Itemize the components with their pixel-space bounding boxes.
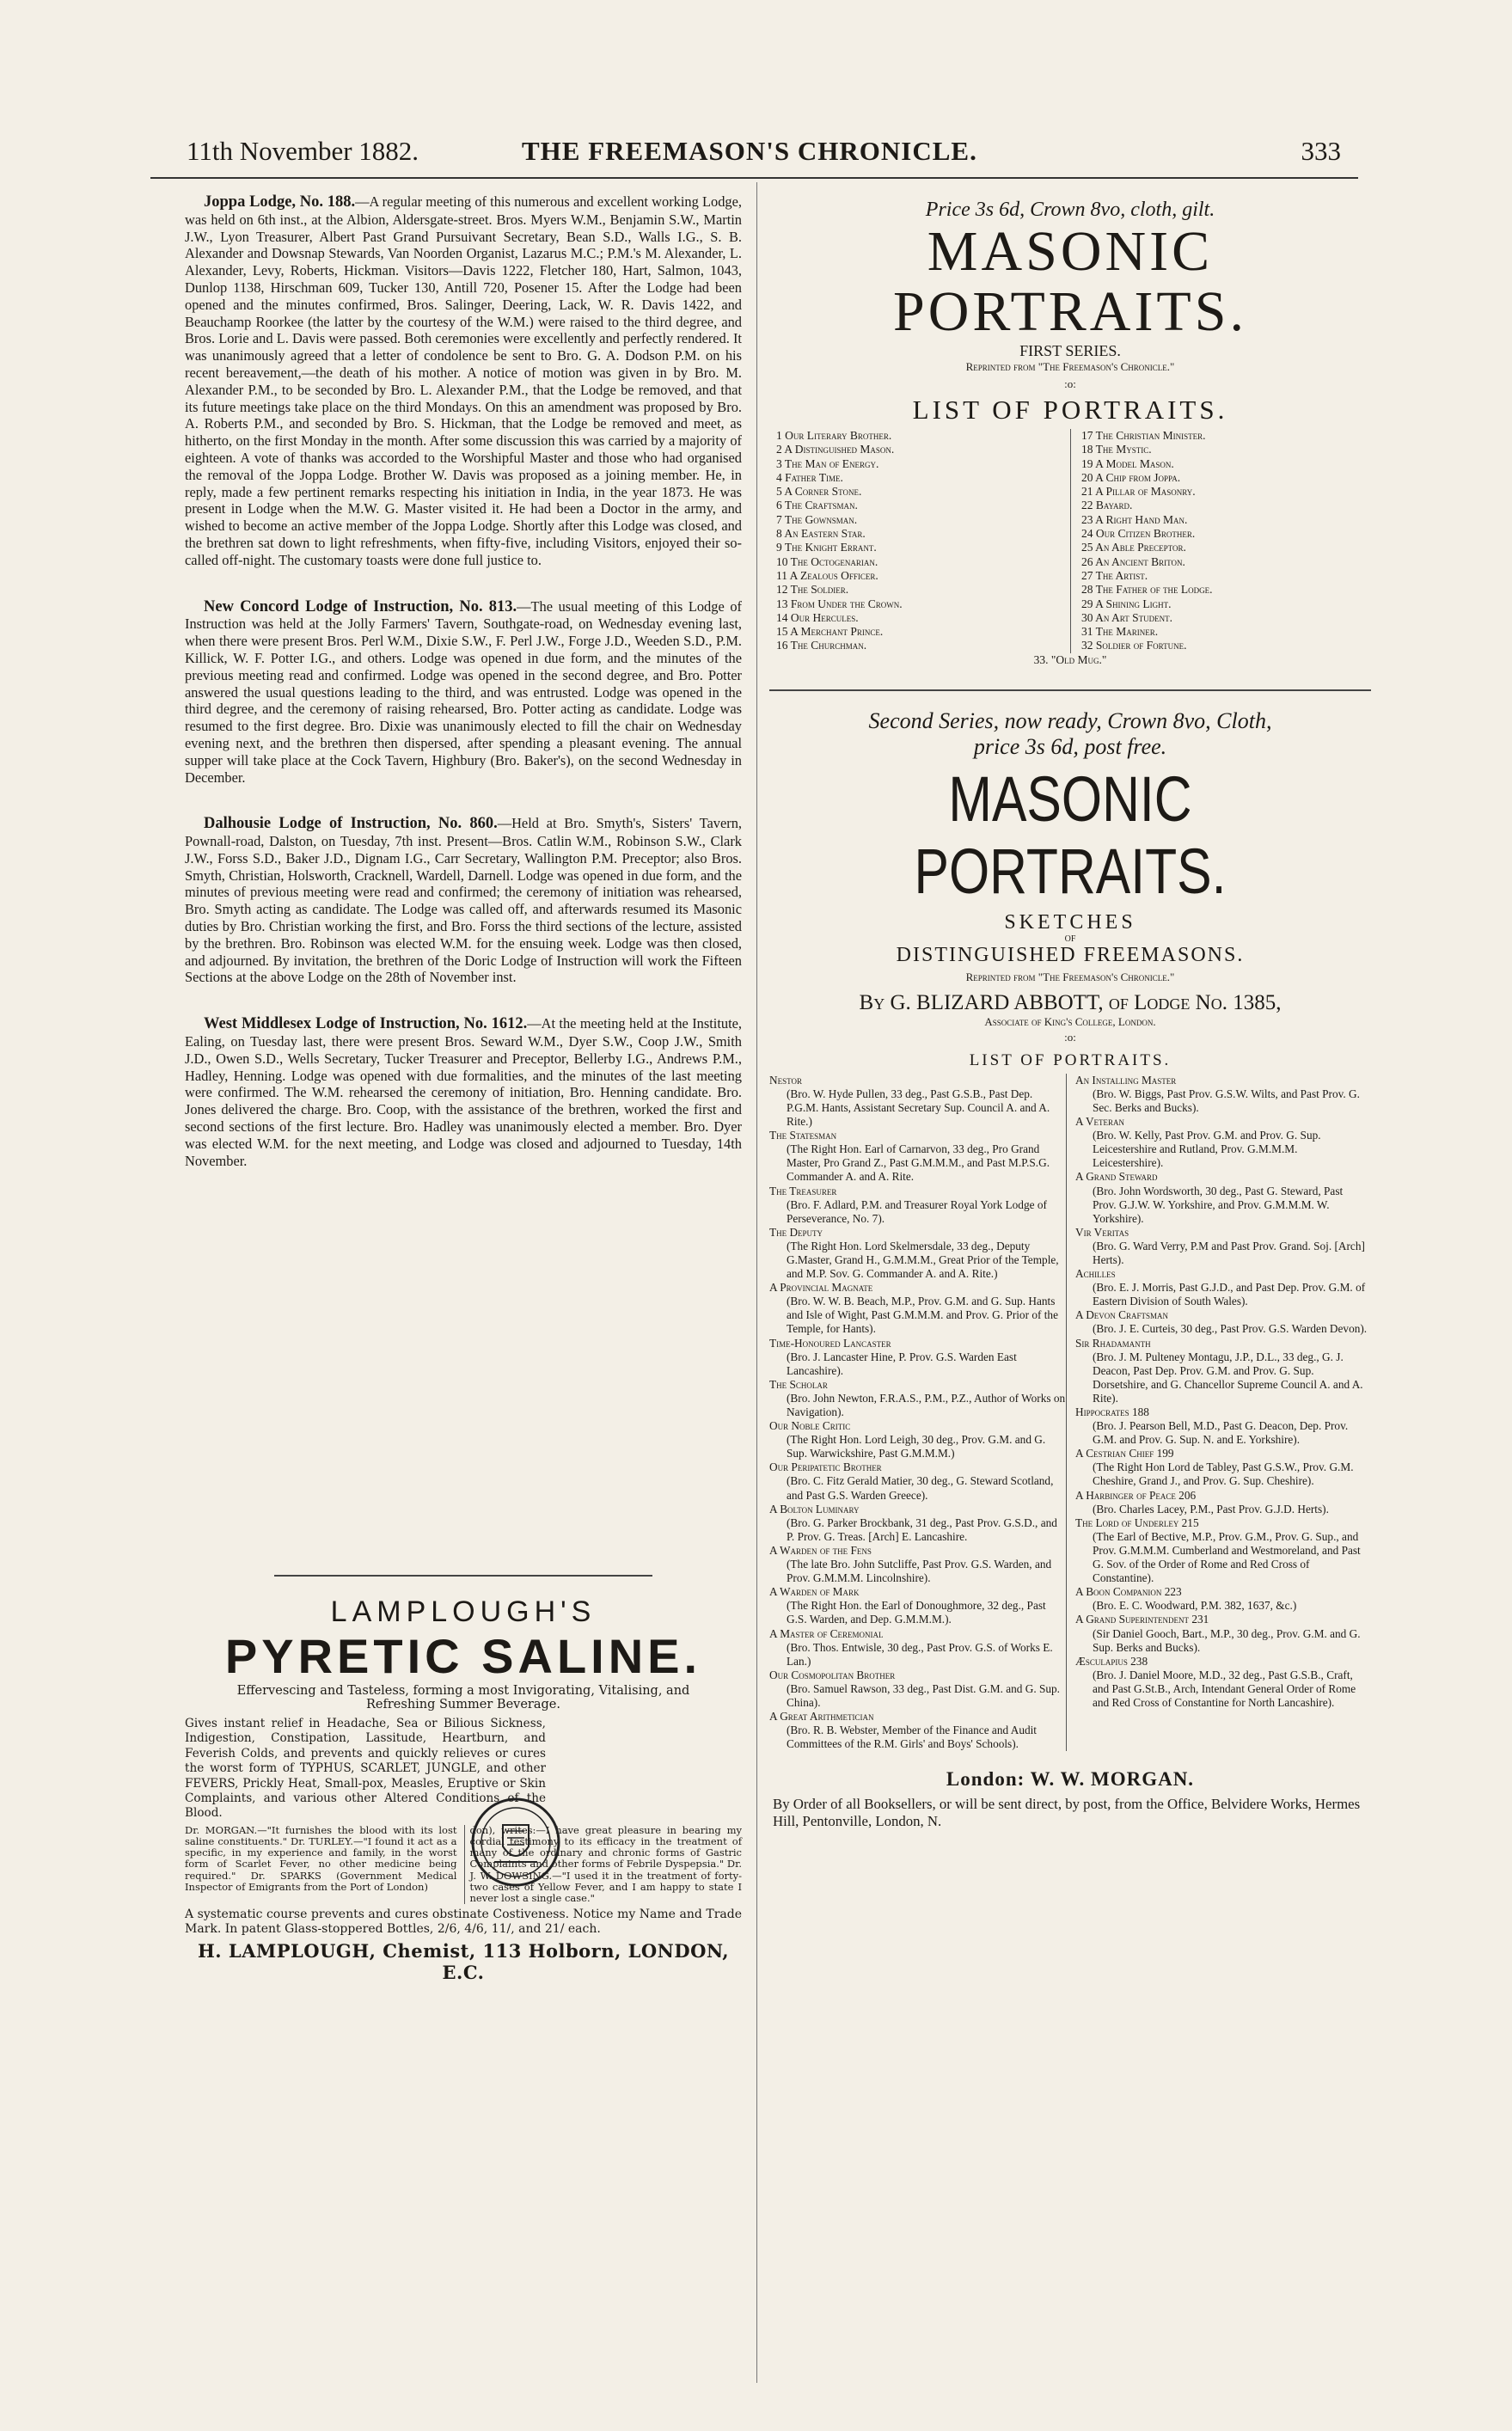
- portrait-entry: [769, 1419, 1066, 1460]
- portrait-entry-title: A Boon Companion 223: [1075, 1585, 1182, 1599]
- portrait-entry-body: (The late Bro. John Sutcliffe, Past Prov. G.S. Warden, and Prov. G.M.M.M. Lincolnshire).: [787, 1558, 1052, 1585]
- portrait-entry: [769, 1669, 1066, 1710]
- portrait-list-item: 3 The Man of Energy.: [776, 456, 879, 470]
- ad-closing: A systematic course prevents and cures obstinate Costiveness. Notice my Name and Trade Mark. In patent Glass-stoppered Bottles, 2/6, 4/6, 11/, and 21/ each.: [185, 1907, 742, 1937]
- portrait-entry-title: Nestor: [769, 1073, 802, 1087]
- portrait-list-item: 2 A Distinguished Mason.: [776, 443, 895, 456]
- divider-ornament: :o:: [1064, 377, 1076, 390]
- portrait-entry-body: (Bro. G. Parker Brockbank, 31 deg., Past Prov. G.S.D., and P. Prov. G. Treas. [Arch] E. Lancashire.: [787, 1516, 1057, 1543]
- portrait-entry-title: A Warden of the Fens: [769, 1543, 872, 1557]
- portrait-entry-body: (Bro. W. Hyde Pullen, 33 deg., Past G.S.B., Past Dep. P.G.M. Hants, Assistant Secretary Sup. Council A. and A. Rite.): [787, 1087, 1050, 1129]
- portrait-entry-body: (Bro. W. Biggs, Past Prov. G.S.W. Wilts, and Past Prov. G. Sec. Berks and Bucks).: [1093, 1087, 1360, 1114]
- portrait-entry-title: Our Noble Critic: [769, 1419, 851, 1433]
- ad-signature: H. LAMPLOUGH, Chemist, 113 Holborn, LONDON, E.C.: [197, 1940, 730, 1984]
- portrait-entry: [1075, 1267, 1368, 1308]
- portrait-entry-body: (Bro. E. C. Woodward, P.M. 382, 1637, &c.): [1093, 1599, 1297, 1613]
- sketches-label: SKETCHES: [1004, 910, 1136, 934]
- portrait-entry: [769, 1710, 1066, 1751]
- lamplough-advertisement: [185, 1575, 742, 1983]
- portrait-entry-title: A Grand Steward: [1075, 1170, 1158, 1184]
- article-dalhousie: [185, 815, 742, 986]
- portrait-entry-body: (The Right Hon. Earl of Carnarvon, 33 deg., Pro Grand Master, Pro Grand Z., Past G.M.M.M., and Past M.P.S.G. Commander A. and A. Rite.: [787, 1142, 1050, 1184]
- portrait-entry-body: (Bro. J. Lancaster Hine, P. Prov. G.S. Warden East Lancashire).: [787, 1350, 1017, 1377]
- portrait-entry-body: (Bro. John Newton, F.R.A.S., P.M., P.Z., Author of Works on Navigation).: [787, 1391, 1066, 1418]
- portrait-entry: [1075, 1074, 1368, 1115]
- portrait-entry-body: (Bro. W. Kelly, Past Prov. G.M. and Prov. G. Sup. Leicestershire and Rutland, Prov. G.M.M.M. Leicestershire).: [1093, 1129, 1321, 1170]
- portrait-entry: [769, 1503, 1066, 1544]
- ad-testimonials: [185, 1825, 742, 1904]
- portrait-entry: [1075, 1655, 1368, 1710]
- header-rule: [150, 177, 1358, 179]
- first-series-title: MASONIC PORTRAITS.: [893, 220, 1247, 343]
- running-head: [150, 136, 1358, 170]
- portrait-list-item: 14 Our Hercules.: [776, 610, 859, 624]
- portrait-entry: [1075, 1115, 1368, 1170]
- portrait-list-item: 23 A Right Hand Man.: [1080, 512, 1188, 526]
- portrait-entry-title: A Provincial Magnate: [769, 1281, 873, 1295]
- portrait-list-item: 29 A Shining Light.: [1080, 597, 1172, 610]
- ad-body: Gives instant relief in Headache, Sea or Bilious Sickness, Indigestion, Constipation, Lassitude, Heartburn, and Feverish Colds, and prevents and quickly relieves or cures the worst form of TYPHUS, SCARLET, JUNGLE, and other FEVERS, Prickly Heat, Small-pox, Measles, Eruptive or Skin Complaints, and various other Altered Conditions of the Blood.: [185, 1717, 546, 1821]
- portrait-list-item: 27 The Artist.: [1080, 568, 1148, 582]
- portrait-entry-title: Sir Rhadamanth: [1075, 1336, 1151, 1350]
- portrait-entry: [769, 1544, 1066, 1585]
- portrait-entry-body: (The Right Hon. Lord Leigh, 30 deg., Prov. G.M. and G. Sup. Warwickshire, Past G.M.M.M.): [787, 1433, 1046, 1460]
- portrait-entry-title: The Lord of Underley 215: [1075, 1516, 1199, 1529]
- portrait-entry-body: (The Earl of Bective, M.P., Prov. G.M., Prov. G. Sup., and Prov. G.M.M.M. Cumberland and Westmoreland, and Past G. Sov. of the Order of Rome and Red Cross of Constantine).: [1093, 1529, 1361, 1585]
- portrait-entry-title: Achilles: [1075, 1267, 1116, 1281]
- portrait-list-item: 26 An Ancient Briton.: [1080, 554, 1185, 568]
- ad-testimonial-right: don), writes:—I have great pleasure in bearing my cordial testimony to its efficacy in the treatment of many of the ordinary and chronic forms of Gastric Complaints and other forms of Febrile Dyspepsia." Dr. J. W. DOWSING.—"I used it in the treatment of forty-two cases of Yellow Fever, and I am happy to state I never lost a single case.": [464, 1825, 743, 1904]
- portrait-entry-body: (Bro. J. Pearson Bell, M.D., Past G. Deacon, Dep. Prov. G.M. and Prov. G. Sup. N. and E. Yorkshire).: [1093, 1419, 1349, 1447]
- portrait-entry-title: Vir Veritas: [1075, 1225, 1129, 1239]
- portrait-entry: [769, 1129, 1066, 1184]
- first-series-price: Price 3s 6d, Crown 8vo, cloth, gilt.: [925, 199, 1215, 221]
- portrait-list-item: 20 A Chip from Joppa.: [1080, 470, 1181, 484]
- article-body: —A regular meeting of this numerous and excellent working Lodge, was held on 6th inst., at the Albion, Aldersgate-street. Bros. Myers W.M., Benjamin S.W., Martin J.W., Lyon Treasurer, Albert Past Grand Pursuivant Secretary, Bean S.D., Walls I.G., S. B. Alexander and Dowsnap Stewards, Van Noorden Organist, Lazarus M.C.; P.M.'s M. Alexander, L. Alexander, Levy, Roberts, Hickman. Visitors—Davis 1222, Fletcher 180, Hart, Salmon, 1043, Dunlop 1138, Hirschman 609, Tucker 130, Antill 720, Posener 15. After the Lodge had been opened and the minutes confirmed, Bros. Salinger, Deering, Lack, W. R. Davis 1422, and Beauchamp Roorkee (the latter by the courtesy of the W.M.) were raised to the third degree, and Bros. Lorie and L. Davis were passed. Both ceremonies were excellently and perfectly rendered. It was unanimously agreed that a letter of condolence be sent to Bro. G. A. Dodson P.M. on his recent bereavement,—the death of his mother. A notice of motion was given in by Bro. M. Alexander P.M., to be seconded by Bro. L. Alexander P.M., that the Lodge be removed, and that its future meetings take place on the third Mondays. On this an amendment was proposed by Bro. A. Roberts P.M., and seconded by Bro. S. Hickman, that the Lodge be removed and meet, as hitherto, on the first Monday in the month. After some discussion this was carried by a majority of eighteen. A vote of thanks was accorded to the Worshipful Master and those who had organised the removal of the Joppa Lodge. Brother W. Davis was proposed as a joining member. He, in reply, made a few pertinent remarks respecting his initiation in India, in the year 1873. He was present in Lodge when the M.W. G. Master visited it. He had been a Doctor in the army, and wished to become an active member of the Joppa Lodge. Shortly after this Lodge was closed, and the brethren sat down to light refreshments, when fifty-five, including Visitors, enjoyed their so-called off-night. The customary toasts were done full justice to.: [185, 193, 743, 568]
- second-list-col-1: [769, 1074, 1066, 1752]
- section-rule: [769, 689, 1371, 691]
- portrait-list-item: 22 Bayard.: [1080, 499, 1133, 512]
- portrait-list-item: 16 The Churchman.: [776, 639, 867, 652]
- portrait-list-item: 32 Soldier of Fortune.: [1080, 639, 1187, 652]
- ad-product-name: PYRETIC SALINE.: [224, 1629, 702, 1683]
- portrait-entry-title: The Scholar: [769, 1377, 828, 1391]
- portrait-entry-title: The Deputy: [769, 1225, 823, 1239]
- portrait-entry: [769, 1460, 1066, 1502]
- portrait-list-item: 12 The Soldier.: [776, 583, 849, 597]
- portrait-entry: [769, 1185, 1066, 1226]
- article-west-middlesex: [185, 1015, 742, 1169]
- of-label: OF: [1064, 934, 1076, 944]
- trade-mark-seal-icon: [468, 1795, 563, 1889]
- article-heading: Dalhousie Lodge of Instruction, No. 860.: [204, 815, 498, 833]
- first-series-label: FIRST SERIES.: [1019, 342, 1121, 359]
- portrait-entry: [769, 1585, 1066, 1626]
- left-column: [185, 193, 742, 1169]
- second-series-title: MASONIC PORTRAITS.: [914, 762, 1227, 907]
- portrait-entry-body: (Bro. E. J. Morris, Past G.J.D., and Past Dep. Prov. G.M. of Eastern Division of South Wales).: [1093, 1281, 1366, 1308]
- portrait-list-item: 6 The Craftsman.: [776, 499, 858, 512]
- divider-ornament-2: :o:: [1064, 1030, 1076, 1044]
- portrait-entry-title: The Treasurer: [769, 1184, 837, 1197]
- portrait-entry-body: (Bro. G. Ward Verry, P.M and Past Prov. Grand. Soj. [Arch] Herts).: [1093, 1239, 1365, 1266]
- portrait-entry-title: Æsculapius 238: [1075, 1654, 1148, 1668]
- portrait-entry-body: (Bro. J. E. Curteis, 30 deg., Past Prov. G.S. Warden Devon).: [1093, 1322, 1368, 1336]
- portrait-entry-title: A Bolton Luminary: [769, 1502, 860, 1516]
- portrait-list-item: 17 The Christian Minister.: [1080, 429, 1206, 442]
- ad-subtitle: Effervescing and Tasteless, forming a most Invigorating, Vitalising, and: [236, 1684, 690, 1698]
- second-list-title: LIST OF PORTRAITS.: [969, 1050, 1172, 1069]
- portrait-entry: [1075, 1337, 1368, 1405]
- article-body: —At the meeting held at the Institute, Ealing, on Tuesday last, there were present Bros. Seward W.M., Dyer S.W., Coop J.W., Smith J.D., Owen S.D., Wells Secretary, Tucker Treasurer and Preceptor, Bellerby I.G., Andrews P.M., Hadley, Henning. Lodge was opened with due formalities, and the minutes of the last meeting were confirmed. The W.M. rehearsed the ceremony of initiation, Bro. Henning candidate. Bro. Jones delivered the charge. Bro. Coop, with the assistance of the brethren, worked the first and second sections of the first lecture. Bro. Hadley was unanimously elected a member. Bro. Dyer was elected W.M. for the next meeting, and Lodge was closed and adjourned to Tuesday, 14th November.: [185, 1015, 743, 1169]
- first-series-reprinted: Reprinted from "The Freemason's Chronicle.": [965, 360, 1175, 373]
- portrait-entry-title: Hippocrates 188: [1075, 1405, 1149, 1418]
- portrait-list-item: 4 Father Time.: [776, 470, 843, 484]
- portrait-entry: [1075, 1170, 1368, 1225]
- portrait-entry: [1075, 1613, 1368, 1654]
- portrait-list-item: 5 A Corner Stone.: [776, 485, 862, 499]
- distinguished-label: DISTINGUISHED FREEMASONS.: [896, 943, 1245, 966]
- portrait-entry-body: (Bro. J. M. Pulteney Montagu, J.P., D.L., 33 deg., G. J. Deacon, Past Dep. Prov. G.M. and Prov. G. Sup. Dorsetshire, and G. Chancellor Supreme Council A. and A. Rite).: [1093, 1350, 1363, 1405]
- first-list-title: LIST OF PORTRAITS.: [912, 395, 1228, 425]
- portrait-entry-title: The Statesman: [769, 1129, 837, 1142]
- first-series-list: [769, 429, 1371, 653]
- portrait-list-item: 13 From Under the Crown.: [776, 597, 903, 610]
- article-heading: New Concord Lodge of Instruction, No. 813.: [204, 597, 517, 615]
- portrait-list-item: 8 An Eastern Star.: [776, 527, 866, 541]
- article-joppa-lodge: [185, 193, 742, 569]
- portrait-entry-body: (Bro. Charles Lacey, P.M., Past Prov. G.J.D. Herts).: [1093, 1502, 1329, 1516]
- portrait-entry-title: A Cestrian Chief 199: [1075, 1447, 1174, 1460]
- article-heading: West Middlesex Lodge of Instruction, No. 1612.: [204, 1015, 528, 1033]
- portrait-entry-body: (Bro. J. Daniel Moore, M.D., 32 deg., Past G.S.B., Craft, and Past G.St.B., Arch, Intendant General Order of Rome and Red Cross of Constantine for North Lancashire).: [1093, 1668, 1356, 1709]
- portrait-entry: [1075, 1516, 1368, 1585]
- portrait-entry-title: A Great Arithmetician: [769, 1710, 874, 1724]
- portrait-list-item: 15 A Merchant Prince.: [776, 625, 884, 639]
- ad-subtitle-2: Refreshing Summer Beverage.: [366, 1698, 560, 1711]
- portrait-list-item: 7 The Gownsman.: [776, 512, 858, 526]
- article-body: —Held at Bro. Smyth's, Sisters' Tavern, Pownall-road, Dalston, on Tuesday, 7th inst. Present—Bros. Catlin W.M., Robinson S.W., Clark J.W., Forss S.D., Baker J.D., Dignam I.G., Carr Secretary, Wallington P.M. Preceptor; also Bros. Smyth, Christian, Holsworth, Cracknell, Wardell, Darnell. Lodge was opened in due form, and the minutes of previous meeting were read and confirmed; the ceremony of initiation was rehearsed, Bro. Smyth acting as candidate. The Lodge was called off, and afterwards resumed its Masonic duties by Bro. Christian working the first, and Bro. Forss the third sections of the lecture, assisted by the brethren. Bro. Robinson was elected W.M. for the ensuing week. Lodge was then closed, and adjourned. By invitation, the brethren of the Doric Lodge of Instruction will work the Fifteen Sections at the above Lodge on the 28th of November inst.: [185, 815, 742, 986]
- portrait-list-item: 31 The Mariner.: [1080, 625, 1159, 639]
- second-author: By G. BLIZARD ABBOTT, of Lodge No. 1385,: [859, 990, 1282, 1014]
- portrait-entry-title: A Harbinger of Peace 206: [1075, 1488, 1197, 1502]
- portrait-list-item: 19 A Model Mason.: [1080, 456, 1174, 470]
- portrait-list-item: 9 The Knight Errant.: [776, 541, 877, 554]
- portrait-entry-body: (The Right Hon. the Earl of Donoughmore, 32 deg., Past G.S. Warden, and Dep. G.M.M.M.).: [787, 1599, 1046, 1626]
- portrait-entry: [1075, 1447, 1368, 1488]
- second-series-price: price 3s 6d, post free.: [973, 733, 1167, 759]
- article-heading: Joppa Lodge, No. 188.: [204, 193, 356, 211]
- portrait-entry: [769, 1627, 1066, 1669]
- portrait-entry-body: (Bro. Samuel Rawson, 33 deg., Past Dist. G.M. and G. Sup. China).: [787, 1681, 1061, 1709]
- portrait-entry: [769, 1337, 1066, 1378]
- portrait-entry-title: Our Cosmopolitan Brother: [769, 1668, 896, 1681]
- portrait-entry-body: (Bro. W. W. B. Beach, M.P., Prov. G.M. and G. Sup. Hants and Isle of Wight, Past G.M.M.M. and Prov. G. Prior of the Temple, for Hants).: [787, 1295, 1058, 1336]
- portrait-list-item: 25 An Able Preceptor.: [1080, 541, 1186, 554]
- portrait-entry: [1075, 1489, 1368, 1516]
- first-list-col-1: [769, 429, 1070, 653]
- portrait-entry-body: (Bro. R. B. Webster, Member of the Finance and Audit Committees of the R.M. Girls' and Boys' Schools).: [787, 1724, 1037, 1751]
- portrait-entry: [769, 1074, 1066, 1129]
- portrait-entry-title: Time-Honoured Lancaster: [769, 1336, 891, 1350]
- portrait-entry: [1075, 1226, 1368, 1267]
- publication-title: THE FREEMASON'S CHRONICLE.: [522, 136, 977, 166]
- page-number: 333: [1301, 136, 1341, 166]
- second-series-intro: Second Series, now ready, Crown 8vo, Cloth,: [868, 707, 1272, 733]
- portrait-entry-title: A Grand Superintendent 231: [1075, 1613, 1209, 1626]
- ad-brand-line: LAMPLOUGH'S: [330, 1595, 597, 1628]
- ad-testimonial-left: Dr. MORGAN.—"It furnishes the blood with its lost saline constituents." Dr. TURLEY.—"I found it act as a specific, in my experience and family, in the worst form of Scarlet Fever, no other medicine being required." Dr. SPARKS (Government Medical Inspector of Emigrants from the Port of London): [185, 1823, 457, 1893]
- right-column: [769, 193, 1371, 1830]
- portrait-entry-title: An Installing Master: [1075, 1073, 1177, 1087]
- portrait-entry-body: (The Right Hon. Lord Skelmersdale, 33 deg., Deputy G.Master, Grand H., G.M.M.M., Great Prior of the Temple, and M.P. Sov. G. Commander A. and A. Rite.): [787, 1239, 1059, 1281]
- portrait-entry: [1075, 1405, 1368, 1447]
- column-divider: [756, 182, 757, 2383]
- portrait-list-item: 24 Our Citizen Brother.: [1080, 527, 1196, 541]
- author-association: Associate of King's College, London.: [984, 1014, 1156, 1028]
- first-list-last: 33. "Old Mug.": [1033, 652, 1107, 666]
- ad-rule: [274, 1575, 652, 1577]
- portrait-entry: [1075, 1585, 1368, 1613]
- second-list-col-2: [1066, 1074, 1368, 1752]
- portrait-entry-body: (Bro. Thos. Entwisle, 30 deg., Past Prov. G.S. of Works E. Lan.): [787, 1640, 1053, 1668]
- portrait-entry-title: A Veteran: [1075, 1115, 1125, 1129]
- portrait-entry-title: Our Peripatetic Brother: [769, 1460, 882, 1474]
- portrait-list-item: 18 The Mystic.: [1080, 443, 1152, 456]
- portrait-entry-body: (Bro. John Wordsworth, 30 deg., Past G. Steward, Past Prov. G.J.W. W. Yorkshire, and Prov. G.M.M.M. W. Yorkshire).: [1093, 1184, 1344, 1225]
- order-info: By Order of all Booksellers, or will be sent direct, by post, from the Office, Belvidere Works, Hermes Hill, Pentonville, London, N.: [773, 1796, 1361, 1830]
- portrait-entry-body: (Bro. F. Adlard, P.M. and Treasurer Royal York Lodge of Perseverance, No. 7).: [787, 1197, 1047, 1225]
- publisher-line: London: W. W. MORGAN.: [946, 1768, 1195, 1791]
- article-body: —The usual meeting of this Lodge of Instruction was held at the Jolly Farmers' Tavern, Southgate-road, on Wednesday evening last, when there were present Bros. Perl W.M., Dixie S.W., F. Perl J.W., Forge J.D., Weeden S.D., P.M. Killick, W. F. Potter I.G., and others. Lodge was opened in due form, and the minutes of the previous meeting read and confirmed. Lodge was opened in the second degree, and Bro. Potter answered the usual questions leading to the third, and was entrusted. Lodge was opened in the third degree, and the ceremony of raising rehearsed, Bro. Potter acting as candidate. Lodge was resumed to the first degree. Bro. Dixie was unanimously elected to fill the chair on Wednesday evening next, and the brethren then dispersed, after spending a pleasant evening. The annual supper will take place at the Cock Tavern, Highbury (Bro. Baker's), on the second Wednesday in December.: [185, 597, 742, 786]
- portrait-entry-body: (The Right Hon Lord de Tabley, Past G.S.W., Prov. G.M. Cheshire, Grand J., and Prov. G. Sup. Cheshire).: [1093, 1460, 1354, 1488]
- portrait-list-item: 1 Our Literary Brother.: [776, 429, 892, 442]
- portrait-entry-title: A Warden of Mark: [769, 1585, 860, 1599]
- first-list-col-2: [1070, 429, 1371, 653]
- second-reprinted: Reprinted from "The Freemason's Chronicle.": [965, 970, 1175, 983]
- portrait-list-item: 30 An Art Student.: [1080, 610, 1172, 624]
- second-series-list: [769, 1074, 1371, 1752]
- portrait-list-item: 28 The Father of the Lodge.: [1080, 583, 1213, 597]
- portrait-entry-title: A Devon Craftsman: [1075, 1308, 1168, 1322]
- portrait-entry: [769, 1226, 1066, 1281]
- portrait-entry: [769, 1281, 1066, 1336]
- portrait-entry: [1075, 1308, 1368, 1336]
- portrait-entry-body: (Sir Daniel Gooch, Bart., M.P., 30 deg., Prov. G.M. and G. Sup. Berks and Bucks).: [1093, 1626, 1361, 1654]
- portrait-list-item: 21 A Pillar of Masonry.: [1080, 485, 1196, 499]
- portrait-entry: [769, 1378, 1066, 1419]
- issue-date: 11th November 1882.: [187, 136, 419, 166]
- portrait-entry-body: (Bro. C. Fitz Gerald Matier, 30 deg., G. Steward Scotland, and Past G.S. Warden Greece).: [787, 1474, 1054, 1502]
- portrait-list-item: 11 A Zealous Officer.: [776, 568, 878, 582]
- portrait-entry-title: A Master of Ceremonial: [769, 1626, 884, 1640]
- article-new-concord: [185, 598, 742, 787]
- portrait-list-item: 10 The Octogenarian.: [776, 554, 878, 568]
